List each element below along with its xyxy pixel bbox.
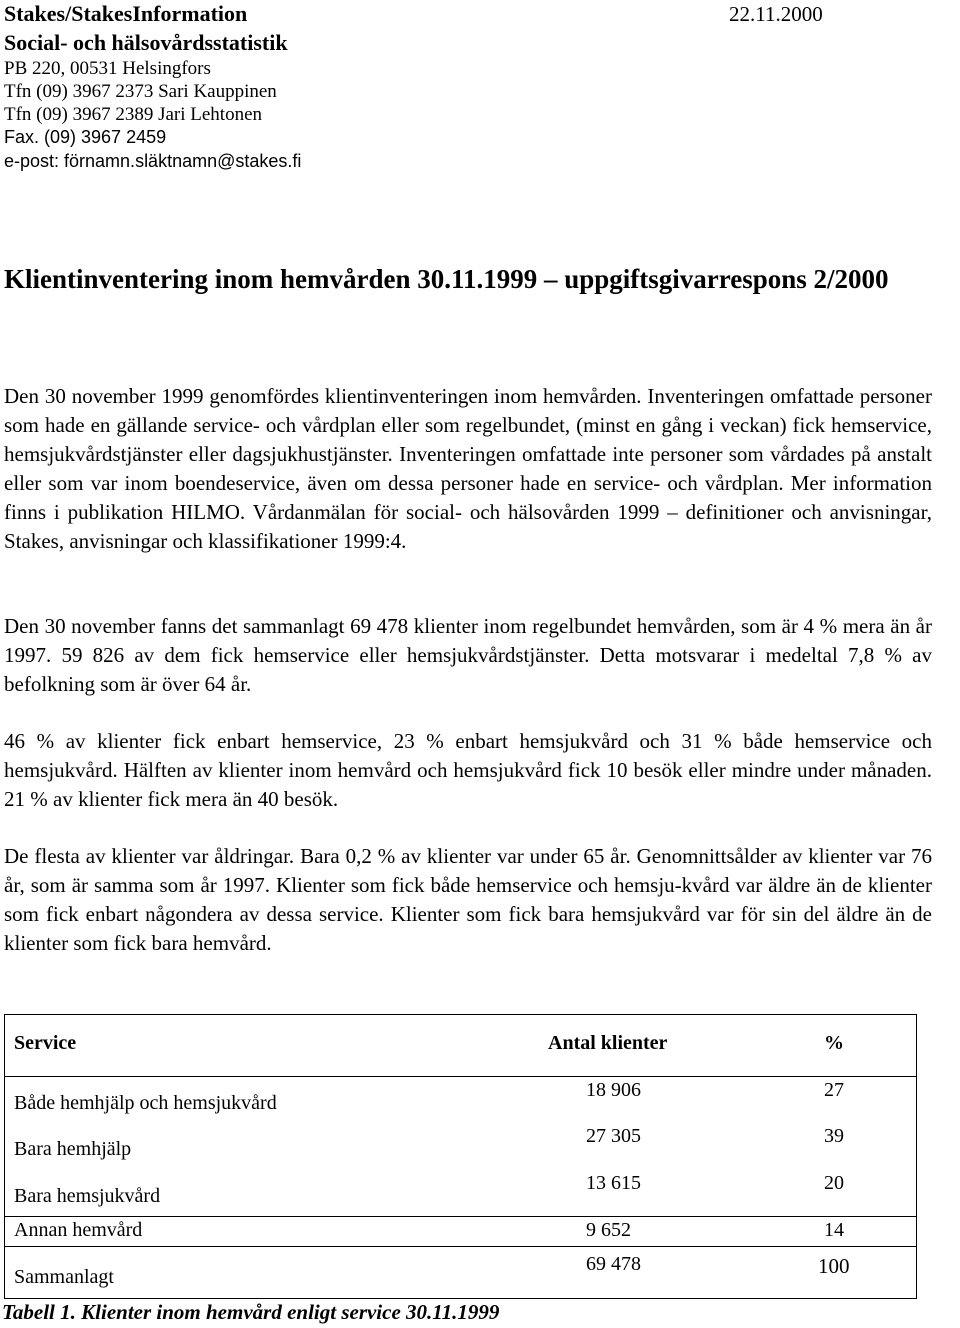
table-divider xyxy=(5,1076,916,1077)
table-divider xyxy=(5,1246,916,1247)
phone-lehtonen: Tfn (09) 3967 2389 Jari Lehtonen xyxy=(4,104,263,125)
table-row-service: Sammanlagt xyxy=(14,1266,114,1288)
email-address: e-post: förnamn.släktnamn@stakes.fi xyxy=(4,151,302,171)
table-row-count: 9 652 xyxy=(586,1219,631,1241)
paragraph-text: Den 30 november 1999 genomfördes klientinventeringen inom hemvården. Inventeringen omfattade personer som hade en gällande service- och vårdplan eller som regelbundet, (minst en gång i veckan) fick hemservice, hemsjukvårdstjänster eller dagsjukhustjänster. Inventeringen omfattade inte personer som vårdades på anstalt eller som var inom boendeservice, även om dessa personer hade en service- och vårdplan. Mer information finns i publikation HILMO. Vårdanmälan för social- och hälsovården 1999 – definitioner och anvisningar, Stakes, anvisningar och klassifikationer 1999:4. xyxy=(4,384,932,553)
table-caption: Tabell 1. Klienter inom hemvård enligt service 30.11.1999 xyxy=(2,1300,500,1324)
org-name: Stakes/StakesInformation xyxy=(4,1,248,26)
table-row-service: Bara hemsjukvård xyxy=(14,1185,161,1207)
table-row-percent: 39 xyxy=(824,1125,844,1147)
table-row-count: 27 305 xyxy=(586,1125,641,1147)
paragraph-inventory-scope xyxy=(4,382,932,556)
phone-kauppinen: Tfn (09) 3967 2373 Sari Kauppinen xyxy=(4,81,277,102)
table-row-percent: 27 xyxy=(824,1079,844,1101)
table-row-service: Både hemhjälp och hemsjukvård xyxy=(14,1092,277,1114)
paragraph-text: Den 30 november fanns det sammanlagt 69 478 klienter inom regelbundet hemvården, som är 4 % mera än år 1997. 59 826 av dem fick hemservice eller hemsjukvårdstjänster. Detta motsvarar i medeltal 7,8 % av befolkning som är över 64 år. xyxy=(4,614,932,696)
table-divider xyxy=(5,1216,916,1217)
column-header-service: Service xyxy=(14,1032,77,1054)
table-row-percent: 14 xyxy=(824,1219,844,1241)
service-table xyxy=(4,1014,917,1299)
paragraph-text: 46 % av klienter fick enbart hemservice, 23 % enbart hemsjukvård och 31 % både hemservice och hemsjukvård. Hälften av klienter inom hemvård och hemsjukvård fick 10 besök eller mindre under månaden. 21 % av klienter fick mera än 40 besök. xyxy=(4,729,932,811)
column-header-count: Antal klienter xyxy=(548,1032,668,1054)
column-header-percent: % xyxy=(824,1032,844,1054)
table-row-count: 69 478 xyxy=(586,1253,641,1275)
paragraph-client-age xyxy=(4,842,932,958)
table-row-percent: 20 xyxy=(824,1172,844,1194)
table-row-service: Bara hemhjälp xyxy=(14,1138,132,1160)
document-date: 22.11.2000 xyxy=(729,2,823,26)
table-row-count: 18 906 xyxy=(586,1079,641,1101)
table-row-service: Annan hemvård xyxy=(14,1219,143,1241)
postal-address: PB 220, 00531 Helsingfors xyxy=(4,58,211,79)
paragraph-client-count xyxy=(4,612,932,699)
fax-number: Fax. (09) 3967 2459 xyxy=(4,127,167,147)
page-title: Klientinventering inom hemvården 30.11.1999 – uppgiftsgivarrespons 2/2000 xyxy=(4,264,889,294)
paragraph-service-share xyxy=(4,727,932,814)
table-row-count: 13 615 xyxy=(586,1172,641,1194)
paragraph-text: De flesta av klienter var åldringar. Bara 0,2 % av klienter var under 65 år. Genomnittsålder av klienter var 76 år, som är samma som år 1997. Klienter som fick både hemservice och hemsju-kvård var äldre än de klienter som fick enbart någondera av dessa service. Klienter som fick bara hemsjukvård var för sin del äldre än de klienter som fick bara hemvård. xyxy=(4,844,932,955)
department-name: Social- och hälsovårdsstatistik xyxy=(4,30,288,55)
table-row-percent: 100 xyxy=(818,1254,850,1278)
